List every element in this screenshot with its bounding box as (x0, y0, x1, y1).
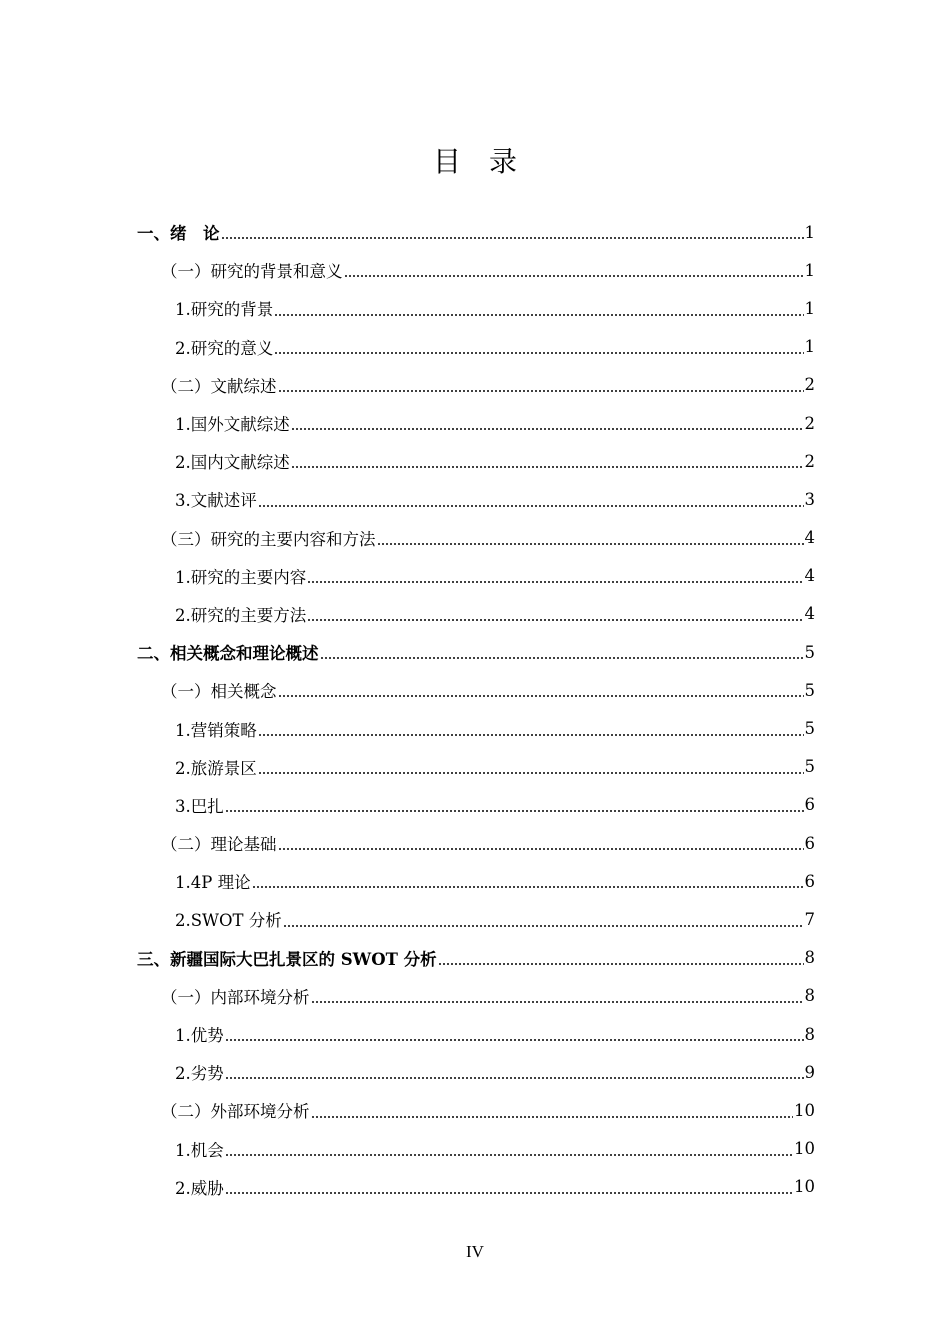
toc-entry-label: 3.文献述评 (175, 491, 257, 511)
toc-entry-label: 1.研究的主要内容 (175, 567, 307, 587)
toc-dot-leader (307, 581, 803, 583)
toc-entry-page: 9 (804, 1062, 815, 1082)
toc-dot-leader (344, 275, 804, 277)
toc-entry-label: 1.营销策略 (175, 720, 257, 740)
toc-entry-page: 1 (804, 298, 815, 318)
toc-entry-label: 2.威胁 (175, 1178, 224, 1198)
toc-dot-leader (283, 925, 804, 927)
toc-dot-leader (274, 352, 803, 354)
toc-entry-page: 5 (804, 642, 815, 662)
toc-dot-leader (258, 734, 804, 736)
toc-entry-page: 1 (804, 222, 815, 242)
toc-entry[interactable] (137, 1091, 815, 1129)
toc-entry-page: 5 (804, 680, 815, 700)
toc-entry[interactable] (137, 786, 815, 824)
toc-entry[interactable] (137, 900, 815, 938)
toc-dot-leader (225, 1154, 793, 1156)
toc-entry-page: 10 (794, 1177, 815, 1197)
toc-entry-label: 1.机会 (175, 1140, 224, 1160)
toc-entry[interactable] (137, 1015, 815, 1053)
toc-dot-leader (225, 1077, 804, 1079)
toc-entry[interactable] (137, 213, 815, 251)
toc-entry[interactable] (137, 595, 815, 633)
toc-entry-label: 2.研究的主要方法 (175, 605, 307, 625)
toc-dot-leader (225, 1039, 804, 1041)
toc-entry-label: （一）相关概念 (161, 682, 277, 702)
toc-entry-label: 2.劣势 (175, 1064, 224, 1084)
toc-dot-leader (225, 1192, 793, 1194)
toc-entry-label: 二、相关概念和理论概述 (137, 644, 319, 664)
toc-entry-page: 1 (804, 260, 815, 280)
toc-entry[interactable] (137, 557, 815, 595)
page-title: 目录 (432, 145, 545, 178)
toc-entry-page: 5 (804, 719, 815, 739)
toc-dot-leader (225, 810, 804, 812)
toc-entry[interactable] (137, 939, 815, 977)
toc-entry-label: 三、新疆国际大巴扎景区的 SWOT 分析 (137, 949, 437, 969)
toc-dot-leader (258, 772, 804, 774)
toc-dot-leader (252, 886, 804, 888)
toc-entry-label: 1.研究的背景 (175, 300, 274, 320)
toc-entry[interactable] (137, 251, 815, 289)
toc-entry-label: 3.巴扎 (175, 796, 224, 816)
toc-entry-page: 2 (804, 375, 815, 395)
toc-dot-leader (291, 428, 804, 430)
toc-entry-label: （二）文献综述 (161, 376, 277, 396)
toc-entry[interactable] (137, 404, 815, 442)
toc-entry-label: 1.优势 (175, 1026, 224, 1046)
toc-entry-label: 2.国内文献综述 (175, 453, 290, 473)
page-number: IV (466, 1242, 484, 1261)
toc-entry[interactable] (137, 633, 815, 671)
toc-dot-leader (438, 963, 804, 965)
toc-entry[interactable] (137, 709, 815, 747)
toc-entry-label: 2.SWOT 分析 (175, 911, 282, 931)
toc-entry-label: （三）研究的主要内容和方法 (161, 529, 376, 549)
toc-entry-page: 8 (804, 986, 815, 1006)
toc-entry[interactable] (137, 519, 815, 557)
toc-entry-label: （二）理论基础 (161, 835, 277, 855)
toc-entry-label: （一）内部环境分析 (161, 987, 310, 1007)
toc-entry-label: 1.4P 理论 (175, 873, 251, 893)
toc-entry-page: 4 (804, 566, 815, 586)
toc-dot-leader (258, 505, 804, 507)
toc-dot-leader (274, 314, 803, 316)
toc-entry[interactable] (137, 1130, 815, 1168)
toc-dot-leader (221, 237, 804, 239)
toc-dot-leader (278, 390, 804, 392)
toc-entry-page: 6 (804, 833, 815, 853)
toc-entry[interactable] (137, 824, 815, 862)
toc-entry[interactable] (137, 289, 815, 327)
toc-entry-page: 1 (804, 337, 815, 357)
toc-entry-page: 6 (804, 795, 815, 815)
toc-entry[interactable] (137, 442, 815, 480)
toc-entry[interactable] (137, 748, 815, 786)
toc-dot-leader (278, 695, 804, 697)
toc-entry-page: 2 (804, 413, 815, 433)
toc-entry-page: 8 (804, 948, 815, 968)
toc-entry-page: 7 (804, 909, 815, 929)
toc-dot-leader (291, 466, 804, 468)
toc-entry-page: 10 (794, 1139, 815, 1159)
toc-entry-page: 3 (804, 489, 815, 509)
toc-entry[interactable] (137, 671, 815, 709)
toc-entry[interactable] (137, 862, 815, 900)
toc-entry-label: 1.国外文献综述 (175, 415, 290, 435)
toc-entry-label: 2.研究的意义 (175, 338, 274, 358)
toc-dot-leader (320, 657, 804, 659)
toc-entry-page: 6 (804, 871, 815, 891)
toc-dot-leader (307, 619, 803, 621)
toc-entry[interactable] (137, 1168, 815, 1206)
toc-entry-label: 2.旅游景区 (175, 758, 257, 778)
toc-dot-leader (311, 1001, 804, 1003)
toc-entry-label: （一）研究的背景和意义 (161, 262, 343, 282)
toc-entry-page: 4 (804, 528, 815, 548)
toc-dot-leader (311, 1116, 794, 1118)
toc-dot-leader (377, 543, 804, 545)
toc-entry-page: 5 (804, 757, 815, 777)
toc-entry[interactable] (137, 1053, 815, 1091)
toc-entry-page: 4 (804, 604, 815, 624)
toc-entry[interactable] (137, 480, 815, 518)
toc-entry-page: 2 (804, 451, 815, 471)
toc-entry-label: （二）外部环境分析 (161, 1102, 310, 1122)
table-of-contents (137, 213, 815, 1206)
toc-entry-label: 一、绪 论 (137, 224, 220, 244)
toc-entry-page: 8 (804, 1024, 815, 1044)
toc-entry[interactable] (137, 328, 815, 366)
toc-entry[interactable] (137, 366, 815, 404)
toc-entry[interactable] (137, 977, 815, 1015)
toc-entry-page: 10 (794, 1100, 815, 1120)
toc-dot-leader (278, 848, 804, 850)
